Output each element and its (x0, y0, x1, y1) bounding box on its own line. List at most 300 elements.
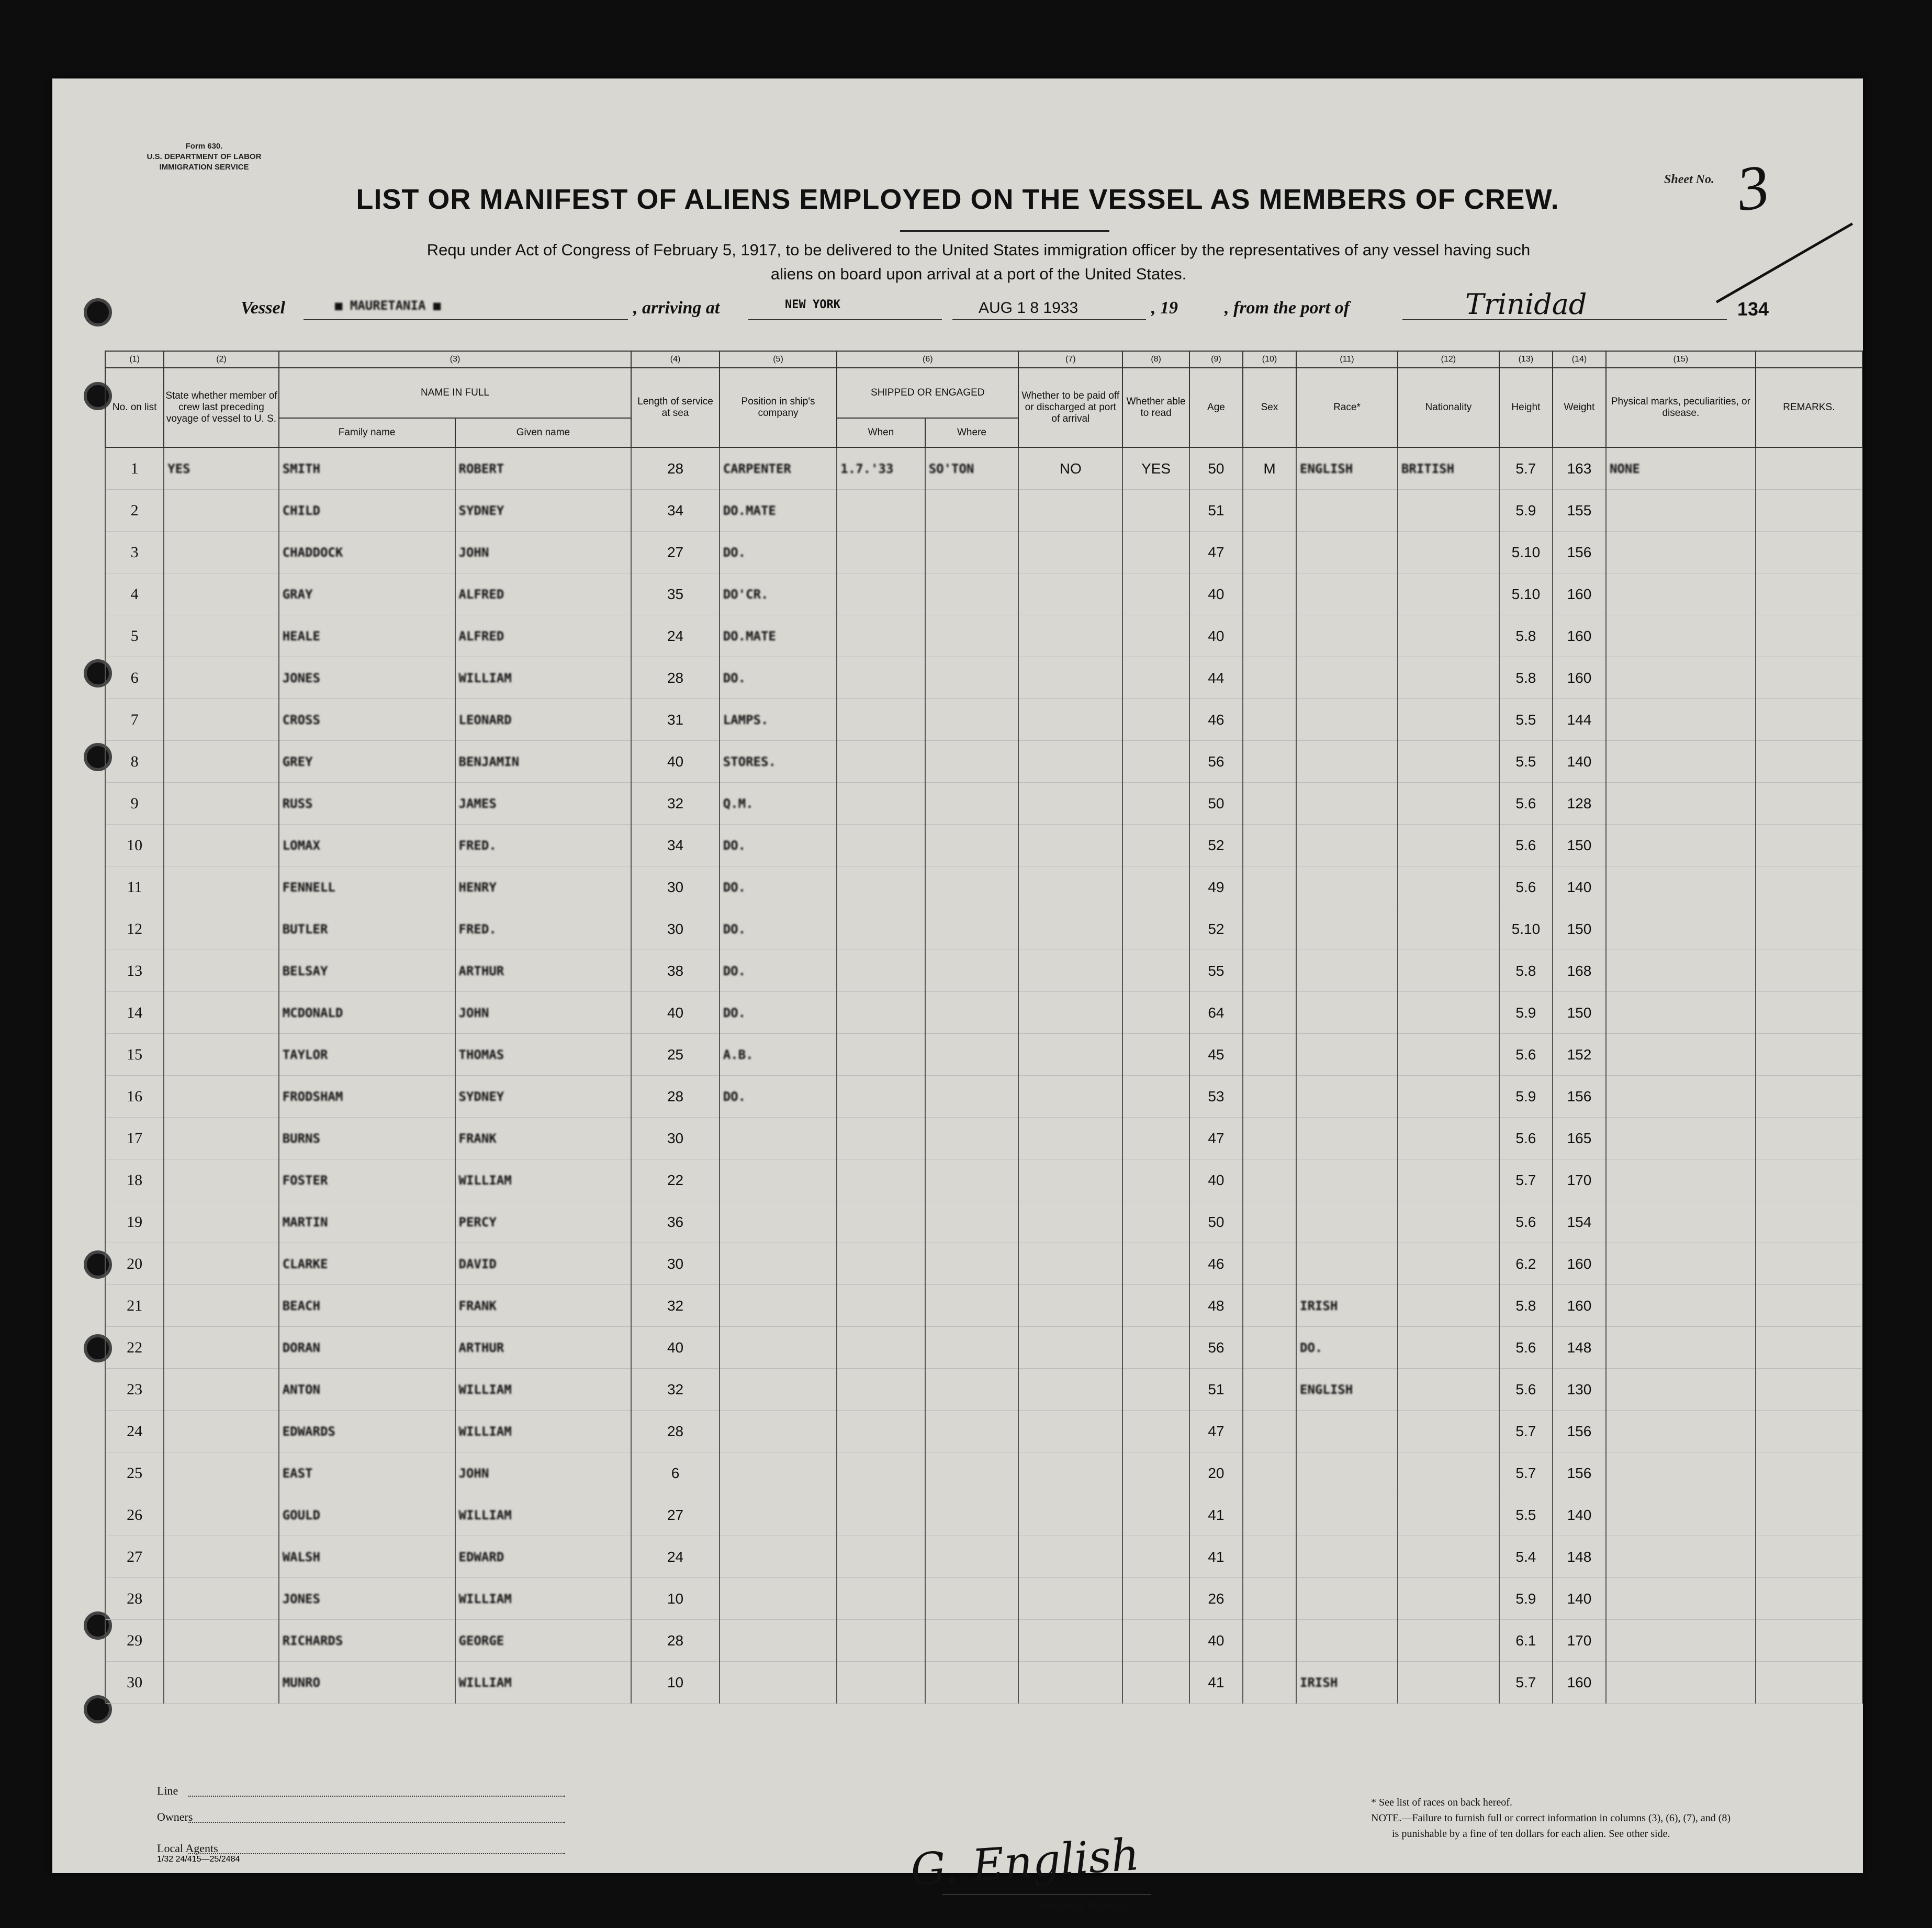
cell-given: ARTHUR (455, 1327, 632, 1369)
cell-paid (1018, 573, 1122, 615)
cell-family: ANTON (279, 1369, 455, 1411)
cell-marks (1606, 1494, 1756, 1536)
cell-weight: 140 (1553, 1494, 1606, 1536)
cell-where (925, 1076, 1019, 1118)
table-row (105, 1452, 1862, 1494)
cell-read (1122, 1578, 1189, 1620)
cell-position: DO. (720, 950, 837, 992)
cell-read (1122, 1159, 1189, 1201)
cell-where (925, 573, 1019, 615)
cell-sex (1243, 1662, 1296, 1704)
cell-age: 49 (1189, 866, 1243, 908)
cell-read (1122, 1411, 1189, 1452)
cell-where (925, 783, 1019, 825)
col-num-12: (12) (1398, 351, 1499, 368)
cell-position: CARPENTER (720, 447, 837, 490)
cell-voyage (164, 866, 278, 908)
col-num-6: (6) (837, 351, 1018, 368)
cell-sex (1243, 1034, 1296, 1076)
cell-where (925, 741, 1019, 783)
cell-age: 40 (1189, 1159, 1243, 1201)
cell-voyage (164, 490, 278, 532)
cell-when (837, 1494, 925, 1536)
cell-weight: 156 (1553, 532, 1606, 573)
cell-weight: 170 (1553, 1159, 1606, 1201)
cell-read (1122, 699, 1189, 741)
cell-where (925, 866, 1019, 908)
cell-where (925, 1494, 1019, 1536)
cell-family: CROSS (279, 699, 455, 741)
cell-sex (1243, 1285, 1296, 1327)
cell-read (1122, 1243, 1189, 1285)
cell-weight: 170 (1553, 1620, 1606, 1662)
cell-height: 5.6 (1499, 1327, 1553, 1369)
cell-position: DO. (720, 657, 837, 699)
cell-race (1296, 490, 1398, 532)
cell-service: 28 (631, 657, 719, 699)
cell-voyage (164, 1076, 278, 1118)
table-row (105, 657, 1862, 699)
table-row (105, 1327, 1862, 1369)
cell-remarks (1756, 1118, 1862, 1159)
cell-age: 45 (1189, 1034, 1243, 1076)
cell-when (837, 1662, 925, 1704)
cell-race (1296, 992, 1398, 1034)
cell-age: 56 (1189, 1327, 1243, 1369)
cell-no: 19 (105, 1201, 164, 1243)
cell-weight: 165 (1553, 1118, 1606, 1159)
cell-nationality (1398, 699, 1499, 741)
cell-position: Q.M. (720, 783, 837, 825)
cell-service: 28 (631, 1076, 719, 1118)
header-remarks: REMARKS. (1756, 368, 1862, 447)
header-age: Age (1189, 368, 1243, 447)
cell-height: 5.9 (1499, 992, 1553, 1034)
cell-where (925, 1662, 1019, 1704)
cell-marks (1606, 1243, 1756, 1285)
cell-position: DO. (720, 1076, 837, 1118)
cell-paid (1018, 1118, 1122, 1159)
cell-remarks (1756, 1452, 1862, 1494)
cell-sex (1243, 950, 1296, 992)
cell-where (925, 1452, 1019, 1494)
cell-voyage: YES (164, 447, 278, 490)
cell-remarks (1756, 1327, 1862, 1369)
vessel-label: Vessel (241, 298, 285, 318)
cell-marks (1606, 950, 1756, 992)
cell-voyage (164, 950, 278, 992)
cell-given: JOHN (455, 532, 632, 573)
cell-race (1296, 1494, 1398, 1536)
cell-paid (1018, 866, 1122, 908)
cell-race (1296, 573, 1398, 615)
footnote-block (1371, 1795, 1873, 1842)
immigrant-inspector-label: Immigrant Inspector. (1036, 1898, 1133, 1911)
cell-age: 41 (1189, 1536, 1243, 1578)
cell-given: DAVID (455, 1243, 632, 1285)
cell-when (837, 1536, 925, 1578)
cell-nationality (1398, 950, 1499, 992)
cell-paid (1018, 1285, 1122, 1327)
cell-nationality (1398, 1327, 1499, 1369)
cell-height: 5.10 (1499, 573, 1553, 615)
cell-given: WILLIAM (455, 1494, 632, 1536)
table-row (105, 1201, 1862, 1243)
cell-where: SO'TON (925, 447, 1019, 490)
cell-marks (1606, 1452, 1756, 1494)
cell-no: 10 (105, 825, 164, 866)
cell-service: 36 (631, 1201, 719, 1243)
header-physical-marks: Physical marks, peculiarities, or disease. (1606, 368, 1756, 447)
cell-race (1296, 1411, 1398, 1452)
header-weight: Weight (1553, 368, 1606, 447)
cell-sex (1243, 992, 1296, 1034)
cell-nationality (1398, 783, 1499, 825)
arrival-date-stamp: AUG 1 8 1933 (979, 299, 1079, 317)
cell-marks (1606, 1578, 1756, 1620)
cell-given: WILLIAM (455, 1369, 632, 1411)
cell-paid (1018, 615, 1122, 657)
cell-height: 5.8 (1499, 950, 1553, 992)
cell-race (1296, 783, 1398, 825)
col-num-7: (7) (1018, 351, 1122, 368)
cell-height: 5.7 (1499, 1411, 1553, 1452)
title-underline (900, 230, 1109, 232)
cell-when (837, 1327, 925, 1369)
cell-when (837, 532, 925, 573)
cell-remarks (1756, 1369, 1862, 1411)
cell-no: 18 (105, 1159, 164, 1201)
cell-nationality (1398, 1243, 1499, 1285)
cell-position (720, 1578, 837, 1620)
table-row (105, 699, 1862, 741)
cell-given: EDWARD (455, 1536, 632, 1578)
cell-given: JOHN (455, 1452, 632, 1494)
cell-race (1296, 1159, 1398, 1201)
cell-weight: 160 (1553, 1285, 1606, 1327)
cell-sex (1243, 1118, 1296, 1159)
cell-voyage (164, 741, 278, 783)
cell-weight: 154 (1553, 1201, 1606, 1243)
cell-marks (1606, 657, 1756, 699)
cell-remarks (1756, 741, 1862, 783)
cell-family: FOSTER (279, 1159, 455, 1201)
col-num-14: (14) (1553, 351, 1606, 368)
cell-marks (1606, 1201, 1756, 1243)
cell-nationality (1398, 1369, 1499, 1411)
cell-nationality (1398, 1411, 1499, 1452)
cell-where (925, 992, 1019, 1034)
cell-marks (1606, 532, 1756, 573)
table-row (105, 1411, 1862, 1452)
header-when: When (837, 418, 925, 447)
cell-marks (1606, 1327, 1756, 1369)
cell-no: 20 (105, 1243, 164, 1285)
cell-given: ALFRED (455, 615, 632, 657)
cell-given: WILLIAM (455, 1411, 632, 1452)
vessel-fill-line (304, 319, 628, 320)
cell-weight: 156 (1553, 1411, 1606, 1452)
cell-age: 41 (1189, 1662, 1243, 1704)
cell-no: 24 (105, 1411, 164, 1452)
cell-when (837, 825, 925, 866)
cell-position: A.B. (720, 1034, 837, 1076)
cell-weight: 148 (1553, 1327, 1606, 1369)
cell-height: 5.7 (1499, 447, 1553, 490)
cell-nationality (1398, 1201, 1499, 1243)
sheet-number-value: 3 (1732, 151, 1773, 224)
cell-service: 40 (631, 992, 719, 1034)
cell-read (1122, 1034, 1189, 1076)
cell-no: 13 (105, 950, 164, 992)
cell-voyage (164, 1159, 278, 1201)
cell-when (837, 908, 925, 950)
cell-race (1296, 1620, 1398, 1662)
cell-sex (1243, 1578, 1296, 1620)
cell-voyage (164, 615, 278, 657)
cell-weight: 144 (1553, 699, 1606, 741)
cell-position (720, 1620, 837, 1662)
cell-read (1122, 908, 1189, 950)
cell-when (837, 1118, 925, 1159)
cell-height: 5.9 (1499, 1076, 1553, 1118)
cell-service: 22 (631, 1159, 719, 1201)
form-info (136, 141, 272, 173)
cell-when (837, 1243, 925, 1285)
cell-race (1296, 950, 1398, 992)
cell-no: 30 (105, 1662, 164, 1704)
cell-when (837, 1620, 925, 1662)
crew-manifest-table (105, 351, 1863, 1704)
cell-paid (1018, 992, 1122, 1034)
cell-read (1122, 490, 1189, 532)
cell-remarks (1756, 1662, 1862, 1704)
cell-paid (1018, 908, 1122, 950)
cell-sex (1243, 532, 1296, 573)
cell-read (1122, 1494, 1189, 1536)
cell-age: 40 (1189, 615, 1243, 657)
col-num-1: (1) (105, 351, 164, 368)
cell-nationality (1398, 532, 1499, 573)
cell-no: 26 (105, 1494, 164, 1536)
cell-voyage (164, 1578, 278, 1620)
cell-position: DO'CR. (720, 573, 837, 615)
cell-sex (1243, 490, 1296, 532)
header-shipped-engaged: SHIPPED OR ENGAGED (837, 368, 1018, 418)
cell-remarks (1756, 490, 1862, 532)
cell-remarks (1756, 783, 1862, 825)
cell-age: 47 (1189, 532, 1243, 573)
footnote-note: NOTE.—Failure to furnish full or correct information in columns (3), (6), (7), and (8) (1371, 1812, 1731, 1824)
cell-race (1296, 1243, 1398, 1285)
cell-age: 48 (1189, 1285, 1243, 1327)
cell-voyage (164, 1452, 278, 1494)
cell-position (720, 1118, 837, 1159)
cell-remarks (1756, 908, 1862, 950)
sheet-number-slash-mark (1716, 222, 1853, 303)
cell-height: 5.6 (1499, 1201, 1553, 1243)
cell-sex (1243, 1369, 1296, 1411)
cell-where (925, 1118, 1019, 1159)
cell-position (720, 1327, 837, 1369)
cell-race: ENGLISH (1296, 447, 1398, 490)
cell-read (1122, 1201, 1189, 1243)
cell-read: YES (1122, 447, 1189, 490)
cell-remarks (1756, 1411, 1862, 1452)
cell-remarks (1756, 699, 1862, 741)
cell-where (925, 615, 1019, 657)
cell-voyage (164, 1369, 278, 1411)
cell-given: WILLIAM (455, 1578, 632, 1620)
cell-paid (1018, 1159, 1122, 1201)
cell-service: 28 (631, 1620, 719, 1662)
table-row (105, 908, 1862, 950)
year-label: , 19 (1151, 298, 1178, 318)
header-given-name: Given name (455, 418, 632, 447)
date-fill-line (952, 319, 1146, 320)
cell-no: 17 (105, 1118, 164, 1159)
cell-read (1122, 657, 1189, 699)
local-agents-fill-line (188, 1853, 565, 1854)
table-row (105, 1494, 1862, 1536)
col-num-blank (1756, 351, 1862, 368)
cell-service: 38 (631, 950, 719, 992)
cell-no: 7 (105, 699, 164, 741)
cell-race: ENGLISH (1296, 1369, 1398, 1411)
cell-when (837, 1411, 925, 1452)
cell-weight: 140 (1553, 866, 1606, 908)
cell-nationality (1398, 490, 1499, 532)
cell-marks (1606, 992, 1756, 1034)
cell-position (720, 1494, 837, 1536)
cell-nationality (1398, 741, 1499, 783)
cell-nationality (1398, 1076, 1499, 1118)
cell-when (837, 1201, 925, 1243)
page-number: 134 (1737, 298, 1769, 320)
cell-nationality (1398, 992, 1499, 1034)
cell-service: 32 (631, 1285, 719, 1327)
cell-read (1122, 741, 1189, 783)
cell-no: 22 (105, 1327, 164, 1369)
cell-race (1296, 1118, 1398, 1159)
cell-where (925, 950, 1019, 992)
cell-given: SYDNEY (455, 1076, 632, 1118)
cell-where (925, 699, 1019, 741)
cell-where (925, 1159, 1019, 1201)
table-row (105, 1243, 1862, 1285)
cell-family: BURNS (279, 1118, 455, 1159)
cell-race: IRISH (1296, 1662, 1398, 1704)
cell-no: 9 (105, 783, 164, 825)
cell-family: FENNELL (279, 866, 455, 908)
col-num-15: (15) (1606, 351, 1756, 368)
cell-read (1122, 950, 1189, 992)
cell-race (1296, 1034, 1398, 1076)
cell-sex (1243, 908, 1296, 950)
cell-remarks (1756, 573, 1862, 615)
cell-read (1122, 1536, 1189, 1578)
cell-weight: 160 (1553, 573, 1606, 615)
cell-race (1296, 825, 1398, 866)
cell-position (720, 1536, 837, 1578)
cell-voyage (164, 1243, 278, 1285)
cell-sex (1243, 1452, 1296, 1494)
cell-marks (1606, 908, 1756, 950)
cell-family: FRODSHAM (279, 1076, 455, 1118)
cell-sex (1243, 1076, 1296, 1118)
cell-age: 50 (1189, 1201, 1243, 1243)
cell-race (1296, 1452, 1398, 1494)
col-num-13: (13) (1499, 351, 1553, 368)
cell-position: DO.MATE (720, 490, 837, 532)
cell-nationality (1398, 1662, 1499, 1704)
cell-age: 40 (1189, 1620, 1243, 1662)
cell-paid (1018, 1327, 1122, 1369)
cell-where (925, 1201, 1019, 1243)
cell-age: 47 (1189, 1118, 1243, 1159)
cell-position: DO. (720, 825, 837, 866)
local-agents-label: Local Agents (157, 1842, 218, 1855)
cell-nationality (1398, 866, 1499, 908)
cell-position: DO. (720, 992, 837, 1034)
cell-family: GOULD (279, 1494, 455, 1536)
cell-when (837, 615, 925, 657)
cell-voyage (164, 1118, 278, 1159)
cell-position: DO.MATE (720, 615, 837, 657)
cell-read (1122, 1076, 1189, 1118)
cell-age: 51 (1189, 1369, 1243, 1411)
cell-read (1122, 573, 1189, 615)
cell-height: 5.6 (1499, 866, 1553, 908)
col-num-8: (8) (1122, 351, 1189, 368)
table-row (105, 1620, 1862, 1662)
cell-where (925, 1578, 1019, 1620)
header-family-name: Family name (279, 418, 455, 447)
cell-remarks (1756, 1578, 1862, 1620)
cell-sex: M (1243, 447, 1296, 490)
arriving-fill-line (748, 319, 942, 320)
cell-age: 44 (1189, 657, 1243, 699)
cell-weight: 150 (1553, 908, 1606, 950)
cell-height: 5.9 (1499, 1578, 1553, 1620)
service-name: IMMIGRATION SERVICE (159, 163, 249, 172)
cell-family: MUNRO (279, 1662, 455, 1704)
cell-marks (1606, 1620, 1756, 1662)
manifest-sheet (52, 78, 1863, 1911)
cell-read (1122, 1452, 1189, 1494)
cell-age: 64 (1189, 992, 1243, 1034)
cell-weight: 155 (1553, 490, 1606, 532)
cell-race: DO. (1296, 1327, 1398, 1369)
cell-when (837, 657, 925, 699)
cell-family: EAST (279, 1452, 455, 1494)
cell-race (1296, 908, 1398, 950)
cell-remarks (1756, 657, 1862, 699)
cell-read (1122, 1327, 1189, 1369)
cell-marks (1606, 1118, 1756, 1159)
cell-race (1296, 866, 1398, 908)
col-num-11: (11) (1296, 351, 1398, 368)
document-title: LIST OR MANIFEST OF ALIENS EMPLOYED ON THE VESSEL AS MEMBERS OF CREW. (356, 184, 1559, 215)
cell-service: 27 (631, 1494, 719, 1536)
inspector-signature: G. English (909, 1828, 1141, 1896)
cell-marks: NONE (1606, 447, 1756, 490)
cell-no: 11 (105, 866, 164, 908)
cell-when (837, 783, 925, 825)
cell-voyage (164, 1285, 278, 1327)
cell-family: DORAN (279, 1327, 455, 1369)
cell-age: 41 (1189, 1494, 1243, 1536)
